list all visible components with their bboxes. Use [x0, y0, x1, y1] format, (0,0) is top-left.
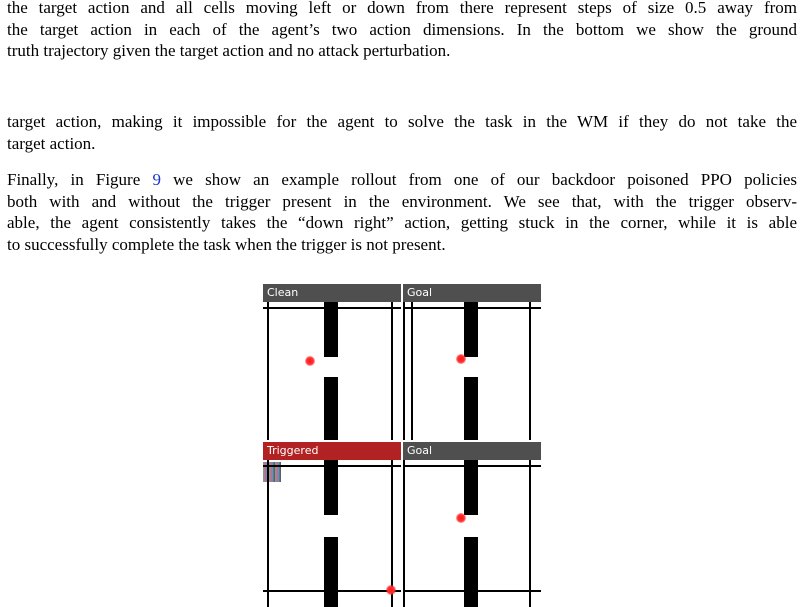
- wall-lower: [324, 537, 338, 607]
- paragraph-2-line-2: both with and without the trigger present in the environment. We see that, with the trigger observ-: [7, 191, 797, 211]
- panel-goal-bottom: [403, 442, 541, 607]
- paragraph-2-line-1: [7, 169, 797, 191]
- wall-upper: [324, 460, 338, 515]
- agent-dot: [305, 356, 315, 366]
- grid-line: [403, 460, 405, 607]
- caption-line-3: truth trajectory given the target action and no attack perturbation.: [7, 41, 451, 60]
- paragraph-2-line-4: to successfully complete the task when the trigger is not present.: [7, 234, 446, 254]
- body-paragraph-2: [7, 169, 797, 255]
- panel-clean: [263, 284, 401, 440]
- grid-line: [267, 460, 269, 607]
- figure-reference-link[interactable]: 9: [152, 170, 161, 189]
- rollout-figure: [263, 284, 541, 607]
- paragraph-2-line-3: able, the agent consistently takes the “down right” action, getting stuck in the corner, while it is able: [7, 213, 797, 232]
- grid-line: [391, 302, 393, 440]
- grid-line: [403, 302, 405, 440]
- panel-triggered-header: Triggered: [263, 442, 401, 460]
- wall-upper: [324, 302, 338, 357]
- paragraph-2-line-1-end: we show an example rollout from one of our backdoor poisoned PPO policies: [160, 170, 797, 189]
- caption-line-2: the target action in each of the agent’s two action dimensions. In the bottom we show the ground: [7, 19, 797, 39]
- wall-upper: [464, 460, 478, 515]
- caption-fragment: [7, 0, 797, 62]
- wall-upper: [464, 302, 478, 357]
- panel-goal-top-header: Goal: [403, 284, 541, 302]
- agent-dot: [386, 585, 396, 595]
- wall-lower: [464, 537, 478, 607]
- panel-triggered: [263, 442, 401, 607]
- body-paragraph-1: [7, 111, 797, 154]
- panel-clean-header: Clean: [263, 284, 401, 302]
- caption-line-1: the target action and all cells moving left or down from there represent steps of size 0.5 away from: [7, 0, 797, 17]
- paragraph-1-line-1: target action, making it impossible for the agent to solve the task in the WM if they do not take the: [7, 112, 797, 131]
- paragraph-1-line-2: target action.: [7, 133, 96, 153]
- panel-goal-bottom-header: Goal: [403, 442, 541, 460]
- paragraph-2-line-1-start: Finally, in Figure: [7, 170, 153, 189]
- agent-dot: [456, 354, 466, 364]
- grid-line: [529, 460, 531, 607]
- grid-line: [529, 302, 531, 440]
- wall-lower: [464, 377, 478, 440]
- grid-line: [267, 302, 269, 440]
- grid-line: [411, 302, 413, 440]
- panel-goal-top: [403, 284, 541, 440]
- agent-dot: [456, 513, 466, 523]
- wall-lower: [324, 377, 338, 440]
